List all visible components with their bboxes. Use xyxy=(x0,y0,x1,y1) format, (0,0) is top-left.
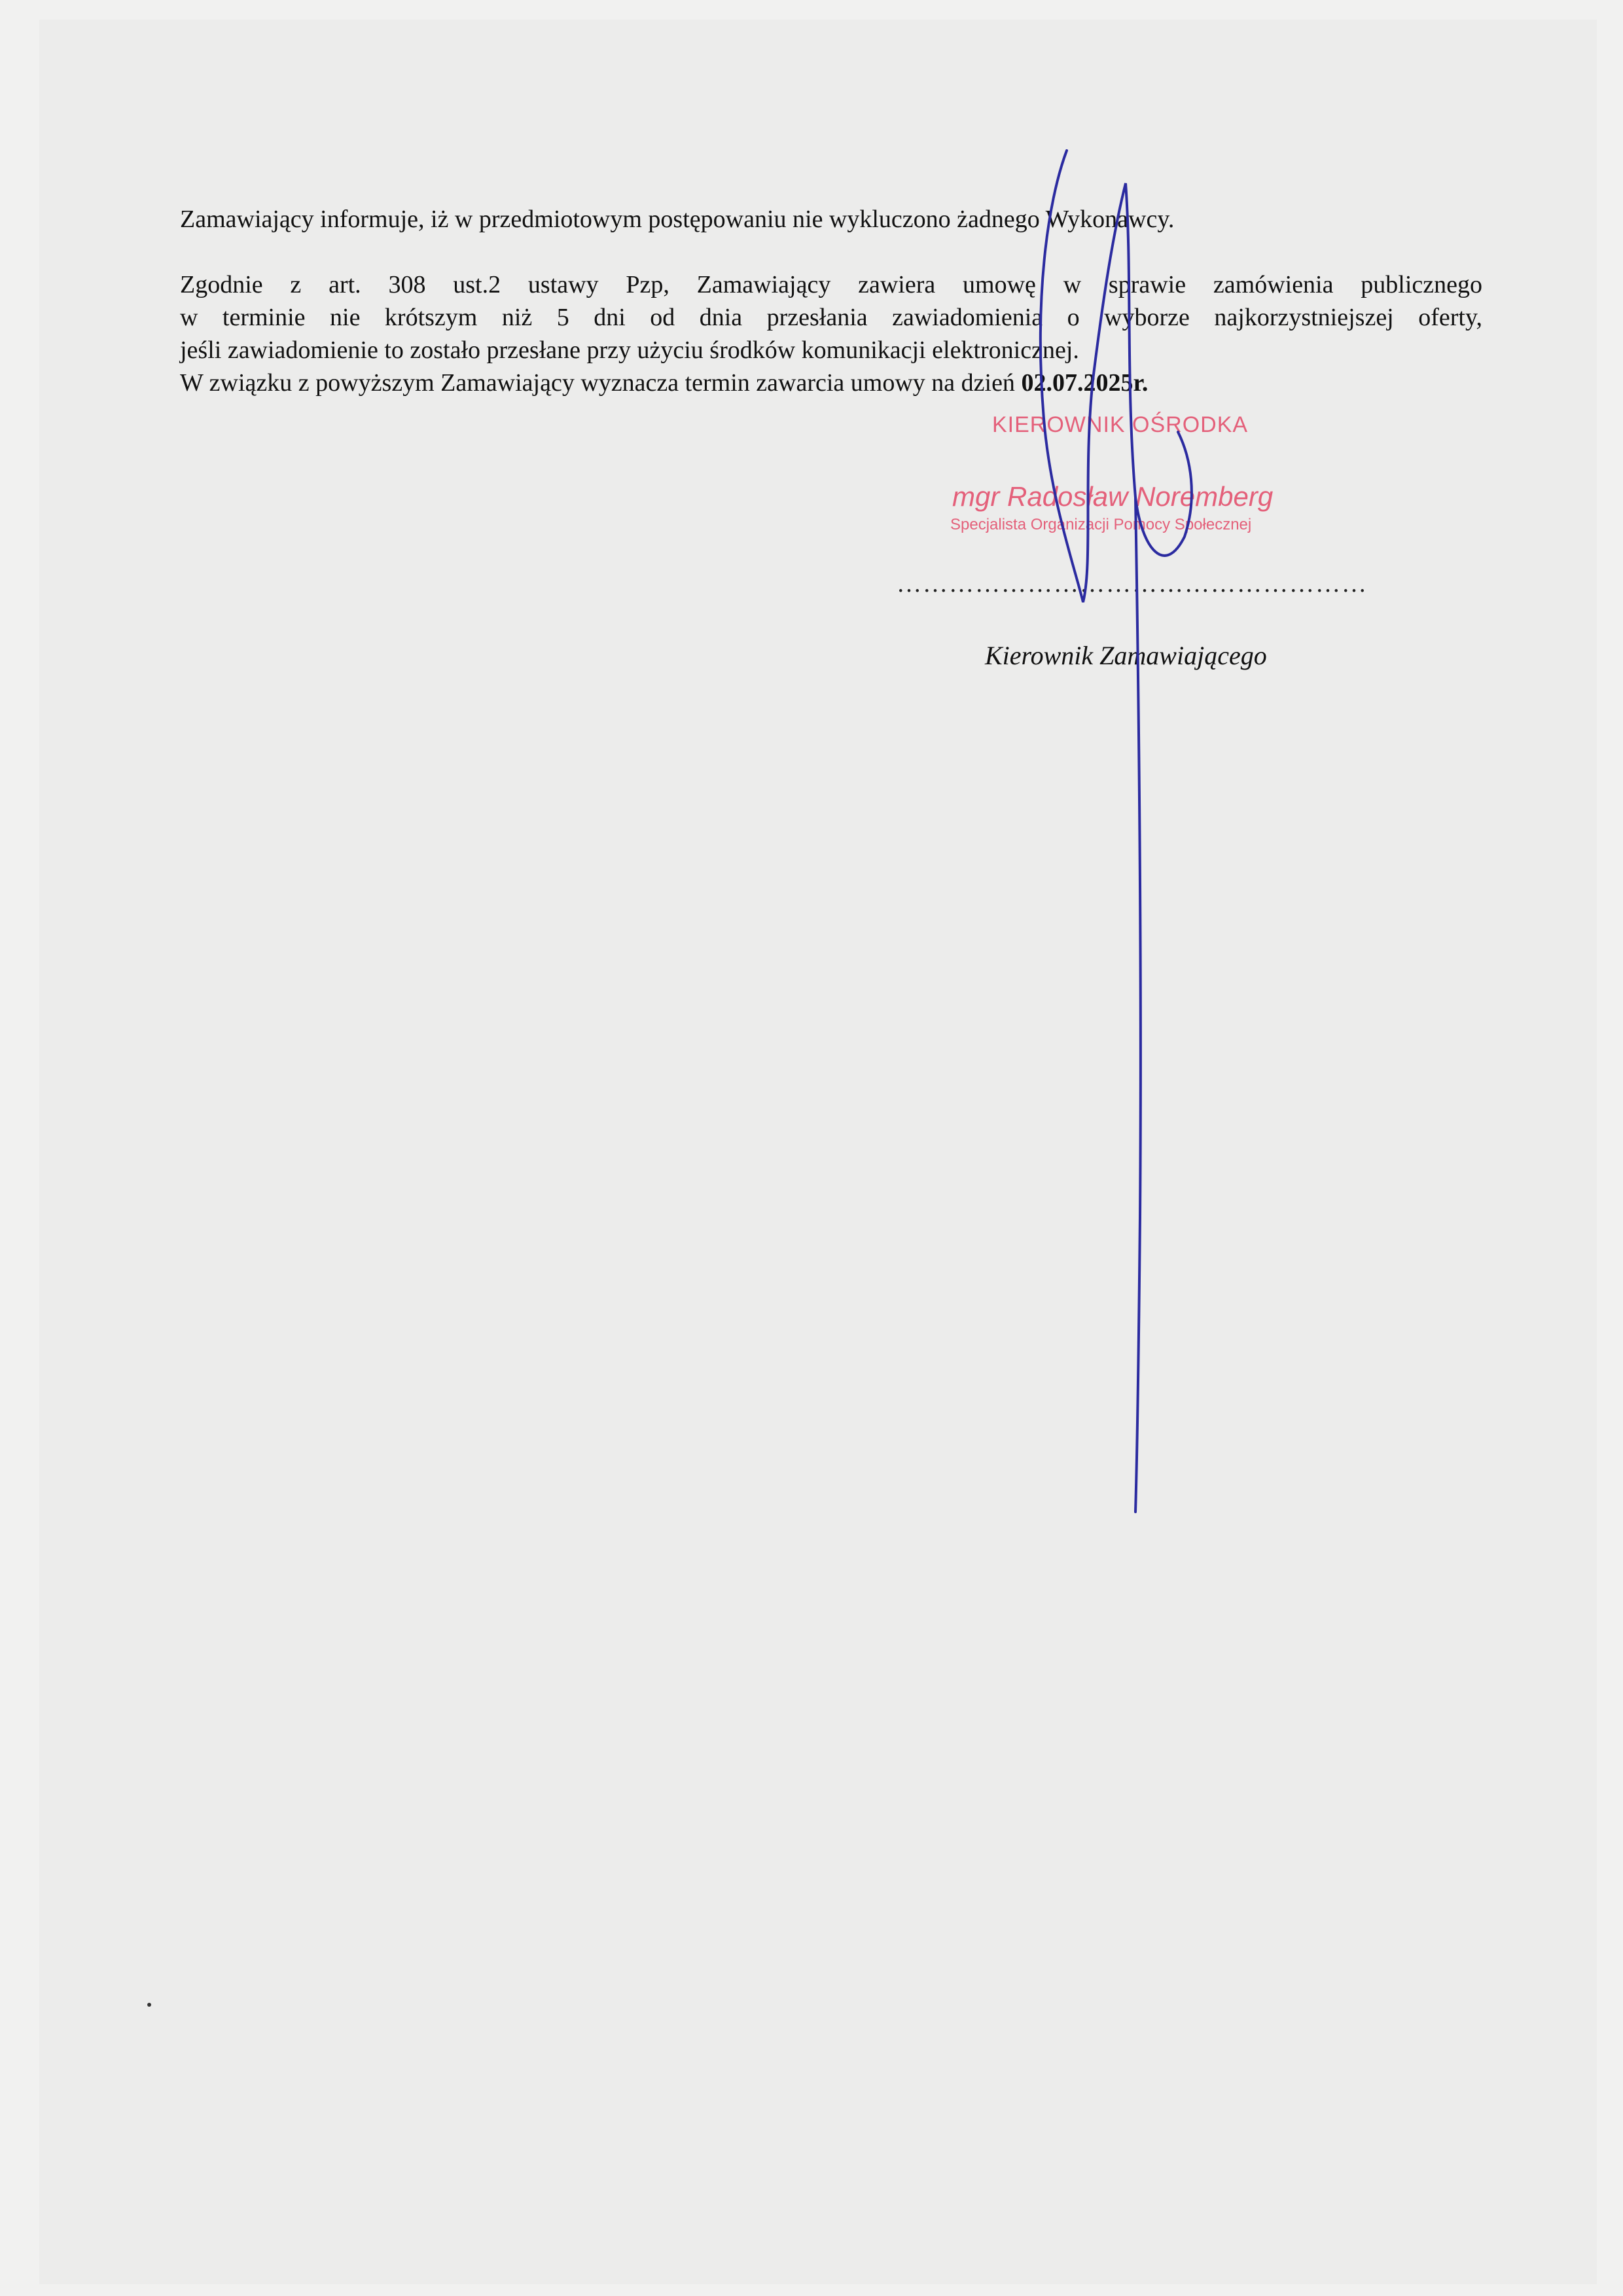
stamp-name: mgr Radosław Noremberg xyxy=(952,481,1274,512)
handwritten-signature xyxy=(969,105,1250,1545)
paragraph-line-2: w terminie nie krótszym niż 5 dni od dnia przesłania zawiadomienia o wyborze najkorzystniejszej oferty, xyxy=(180,304,1482,331)
paragraph-line-3: jeśli zawiadomienie to zostało przesłane przy użyciu środków komunikacji elektronicznej. xyxy=(180,336,1079,364)
paragraph-line-1: Zgodnie z art. 308 ust.2 ustawy Pzp, Zamawiający zawiera umowę w sprawie zamówienia publicznego xyxy=(180,271,1482,298)
conclusion-text: W związku z powyższym Zamawiający wyznacza termin zawarcia umowy na dzień xyxy=(180,369,1022,397)
signature-line: ……………………………………………… xyxy=(897,570,1368,598)
main-paragraph xyxy=(180,268,1482,399)
stamp-role: Specjalista Organizacji Pomocy Społecznej xyxy=(950,516,1252,533)
page-speck xyxy=(147,2003,151,2007)
conclusion-line xyxy=(180,367,1482,399)
signature-caption: Kierownik Zamawiającego xyxy=(985,641,1267,670)
contract-date: 02.07.2025r. xyxy=(1021,369,1149,397)
stamp-title: KIEROWNIK OŚRODKA xyxy=(992,412,1249,437)
intro-text: Zamawiający informuje, iż w przedmiotowym postępowaniu nie wykluczono żadnego Wykonawcy. xyxy=(180,206,1175,233)
